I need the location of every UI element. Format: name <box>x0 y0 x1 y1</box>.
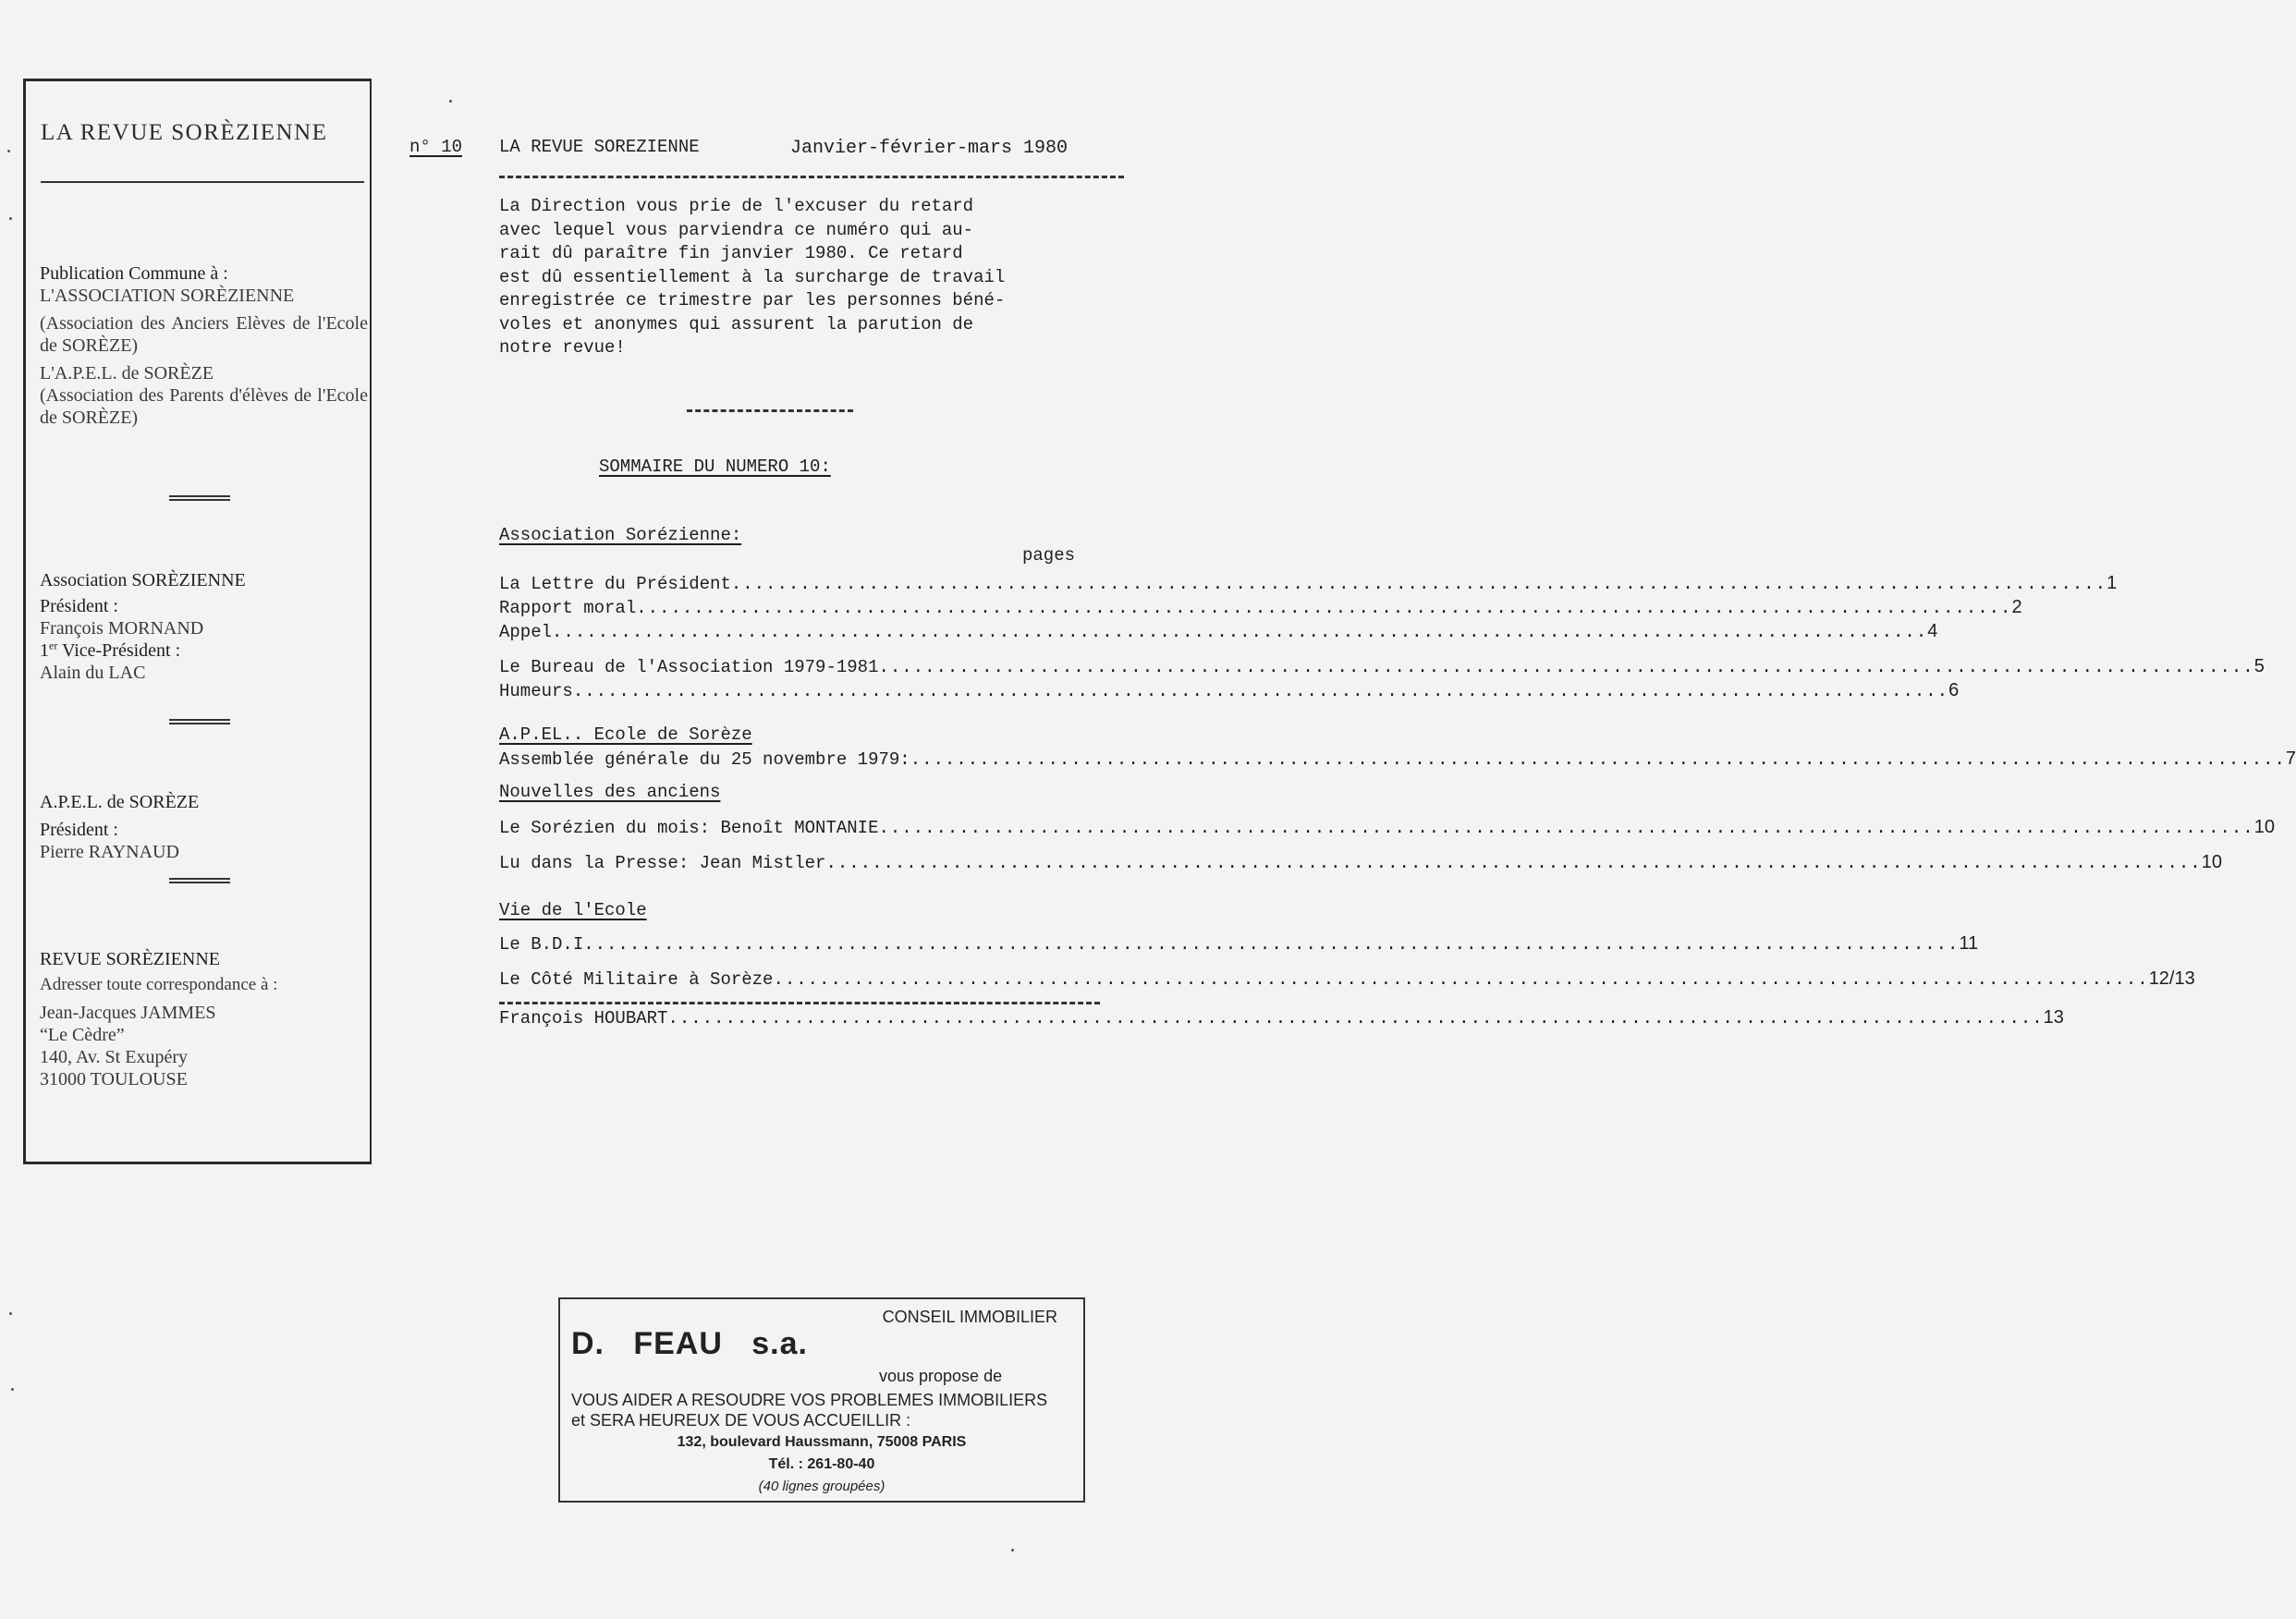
revue-contact-block <box>40 948 368 1090</box>
apel-president-name: Pierre RAYNAUD <box>40 842 179 862</box>
toc-page-number: 13 <box>2043 1007 2064 1028</box>
association-block <box>40 569 368 684</box>
masthead-rule <box>41 181 364 183</box>
toc-entry <box>499 1007 2064 1029</box>
toc-entry <box>499 621 1938 642</box>
toc-leader-dots: ........................................................................................................................ <box>773 969 2149 990</box>
toc-page-number: 10 <box>2201 852 2222 872</box>
toc-entry <box>499 817 2275 838</box>
intro-line: La Direction vous prie de l'excuser du retard <box>499 196 974 216</box>
toc-entry <box>499 656 2265 677</box>
toc-page-number: 6 <box>1948 680 1960 700</box>
apel-heading: A.P.E.L. de SORÈZE <box>40 792 200 812</box>
scan-speck <box>9 1312 12 1315</box>
association-vp-name: Alain du LAC <box>40 663 146 683</box>
toc-leader-dots: ........................................................................................................................ <box>730 574 2107 594</box>
toc-entry <box>499 680 1960 701</box>
intro-line: voles et anonymes qui assurent la parution de <box>499 313 974 335</box>
toc-leader-dots: ........................................................................................................................ <box>583 934 1960 955</box>
toc-page-number: 1 <box>2107 573 2118 593</box>
toc-entry-title: Le Sorézien du mois: Benoît MONTANIE <box>499 818 879 838</box>
toc-entry-title: Rapport moral <box>499 598 637 618</box>
revue-heading: REVUE SORÈZIENNE <box>40 949 220 969</box>
toc-entry-title: Lu dans la Presse: Jean Mistler <box>499 853 826 873</box>
toc-entry-title: La Lettre du Président <box>499 574 731 594</box>
separator-dashes <box>687 409 853 412</box>
summary-title: SOMMAIRE DU NUMERO 10: <box>599 456 831 477</box>
publication-block <box>40 262 368 429</box>
scan-speck <box>7 150 10 152</box>
toc-page-number: 7 <box>2285 749 2296 769</box>
intro-line: rait dû paraître fin janvier 1980. Ce retard <box>499 243 963 263</box>
toc-entry-title: Le B.D.I <box>499 934 584 955</box>
toc-page-number: 2 <box>2011 597 2022 617</box>
org1-name: L'ASSOCIATION SORÈZIENNE <box>40 286 295 306</box>
toc-entry-title: François HOUBART <box>499 1008 668 1029</box>
scan-speck <box>449 100 452 103</box>
toc-entry <box>499 573 2118 594</box>
toc-entry <box>499 597 2022 618</box>
contact-house: “Le Cèdre” <box>40 1025 125 1045</box>
ad-lines-note: (40 lignes groupées) <box>758 1479 885 1494</box>
toc-entry <box>499 852 2222 873</box>
masthead-title: LA REVUE SORÈZIENNE <box>41 120 328 145</box>
intro-line: notre revue! <box>499 337 626 358</box>
issue-number: n° 10 <box>409 137 463 157</box>
contact-city: 31000 TOULOUSE <box>40 1069 188 1089</box>
ad-propose: vous propose de <box>879 1367 1003 1385</box>
toc-leader-dots: ........................................................................................................................ <box>552 622 1928 642</box>
ad-line-1: VOUS AIDER A RESOUDRE VOS PROBLEMES IMMOBILIERS <box>571 1391 1048 1409</box>
toc-entry <box>499 749 2296 770</box>
contact-street: 140, Av. St Exupéry <box>40 1047 188 1067</box>
vp-label-text: Vice-Président : <box>57 640 181 661</box>
intro-line: enregistrée ce trimestre par les personnes béné- <box>499 290 1006 310</box>
masthead-box <box>23 79 372 1164</box>
toc-leader-dots: ........................................................................................................................ <box>572 681 1949 701</box>
toc-leader-dots: ........................................................................................................................ <box>910 749 2286 770</box>
ad-phone: Tél. : 261-80-40 <box>768 1456 875 1472</box>
toc-section-heading: A.P.EL.. Ecole de Sorèze <box>499 724 752 745</box>
contact-name: Jean-Jacques JAMMES <box>40 1003 216 1023</box>
toc-leader-dots: ........................................................................................................................ <box>667 1008 2044 1029</box>
association-president-name: François MORNAND <box>40 618 204 639</box>
intro-line: avec lequel vous parviendra ce numéro qui au- <box>499 219 974 240</box>
scan-speck <box>1011 1549 1014 1552</box>
toc-leader-dots: ........................................................................................................................ <box>878 818 2254 838</box>
vp-superscript: er <box>49 639 58 652</box>
header-dashed-rule <box>499 176 1124 178</box>
toc-entry-title: Humeurs <box>499 681 573 701</box>
toc-entry-title: Le Bureau de l'Association 1979-1981 <box>499 657 879 677</box>
toc-leader-dots: ........................................................................................................................ <box>825 853 2202 873</box>
section-divider <box>169 719 230 724</box>
ad-company-name: D. FEAU s.a. <box>571 1326 808 1361</box>
org2-name: L'A.P.E.L. de SORÈZE <box>40 363 214 383</box>
org1-description: (Association des Anciers Elèves de l'Ecole de SORÈZE) <box>40 313 368 356</box>
advertisement-box <box>558 1297 1085 1503</box>
toc-page-number: 12/13 <box>2148 968 2195 989</box>
apel-president-label: Président : <box>40 820 118 840</box>
section-divider <box>169 878 230 883</box>
scan-speck <box>11 1388 14 1391</box>
toc-section-heading: Association Sorézienne: <box>499 525 742 545</box>
pages-label: pages <box>1022 545 1076 566</box>
section-divider <box>169 495 230 501</box>
revue-instruction: Adresser toute correspondance à : <box>40 975 278 994</box>
header-date: Janvier-février-mars 1980 <box>790 138 1069 159</box>
association-president-label: Président : <box>40 596 118 616</box>
toc-section-heading: Nouvelles des anciens <box>499 782 721 802</box>
ad-line-2: et SERA HEUREUX DE VOUS ACCUEILLIR : <box>571 1411 911 1430</box>
org2-description: (Association des Parents d'élèves de l'Ecole de SORÈZE) <box>40 385 368 428</box>
association-heading: Association SORÈZIENNE <box>40 570 246 590</box>
toc-page-number: 4 <box>1927 621 1938 641</box>
apel-block <box>40 791 368 863</box>
toc-entry <box>499 933 1979 955</box>
toc-entry-title: Assemblée générale du 25 novembre 1979: <box>499 749 910 770</box>
toc-dashed-rule <box>499 1002 1100 1004</box>
toc-page-number: 10 <box>2253 817 2275 837</box>
toc-leader-dots: ........................................................................................................................ <box>878 657 2254 677</box>
header-title: LA REVUE SOREZIENNE <box>499 137 700 157</box>
toc-page-number: 11 <box>1959 933 1979 954</box>
toc-entry-title: Le Côté Militaire à Sorèze <box>499 969 774 990</box>
ad-tagline: CONSEIL IMMOBILIER <box>882 1308 1057 1326</box>
scan-speck <box>9 217 12 220</box>
toc-entry <box>499 968 2195 990</box>
toc-entry-title: Appel <box>499 622 553 642</box>
toc-section-heading: Vie de l'Ecole <box>499 900 647 920</box>
ad-address: 132, boulevard Haussmann, 75008 PARIS <box>677 1434 967 1450</box>
vp-number: 1 <box>40 640 49 661</box>
toc-page-number: 5 <box>2253 656 2265 676</box>
intro-line: est dû essentiellement à la surcharge de travail <box>499 266 1006 287</box>
toc-leader-dots: ........................................................................................................................ <box>636 598 2012 618</box>
association-vp-label <box>40 639 368 662</box>
publication-heading: Publication Commune à : <box>40 263 228 284</box>
